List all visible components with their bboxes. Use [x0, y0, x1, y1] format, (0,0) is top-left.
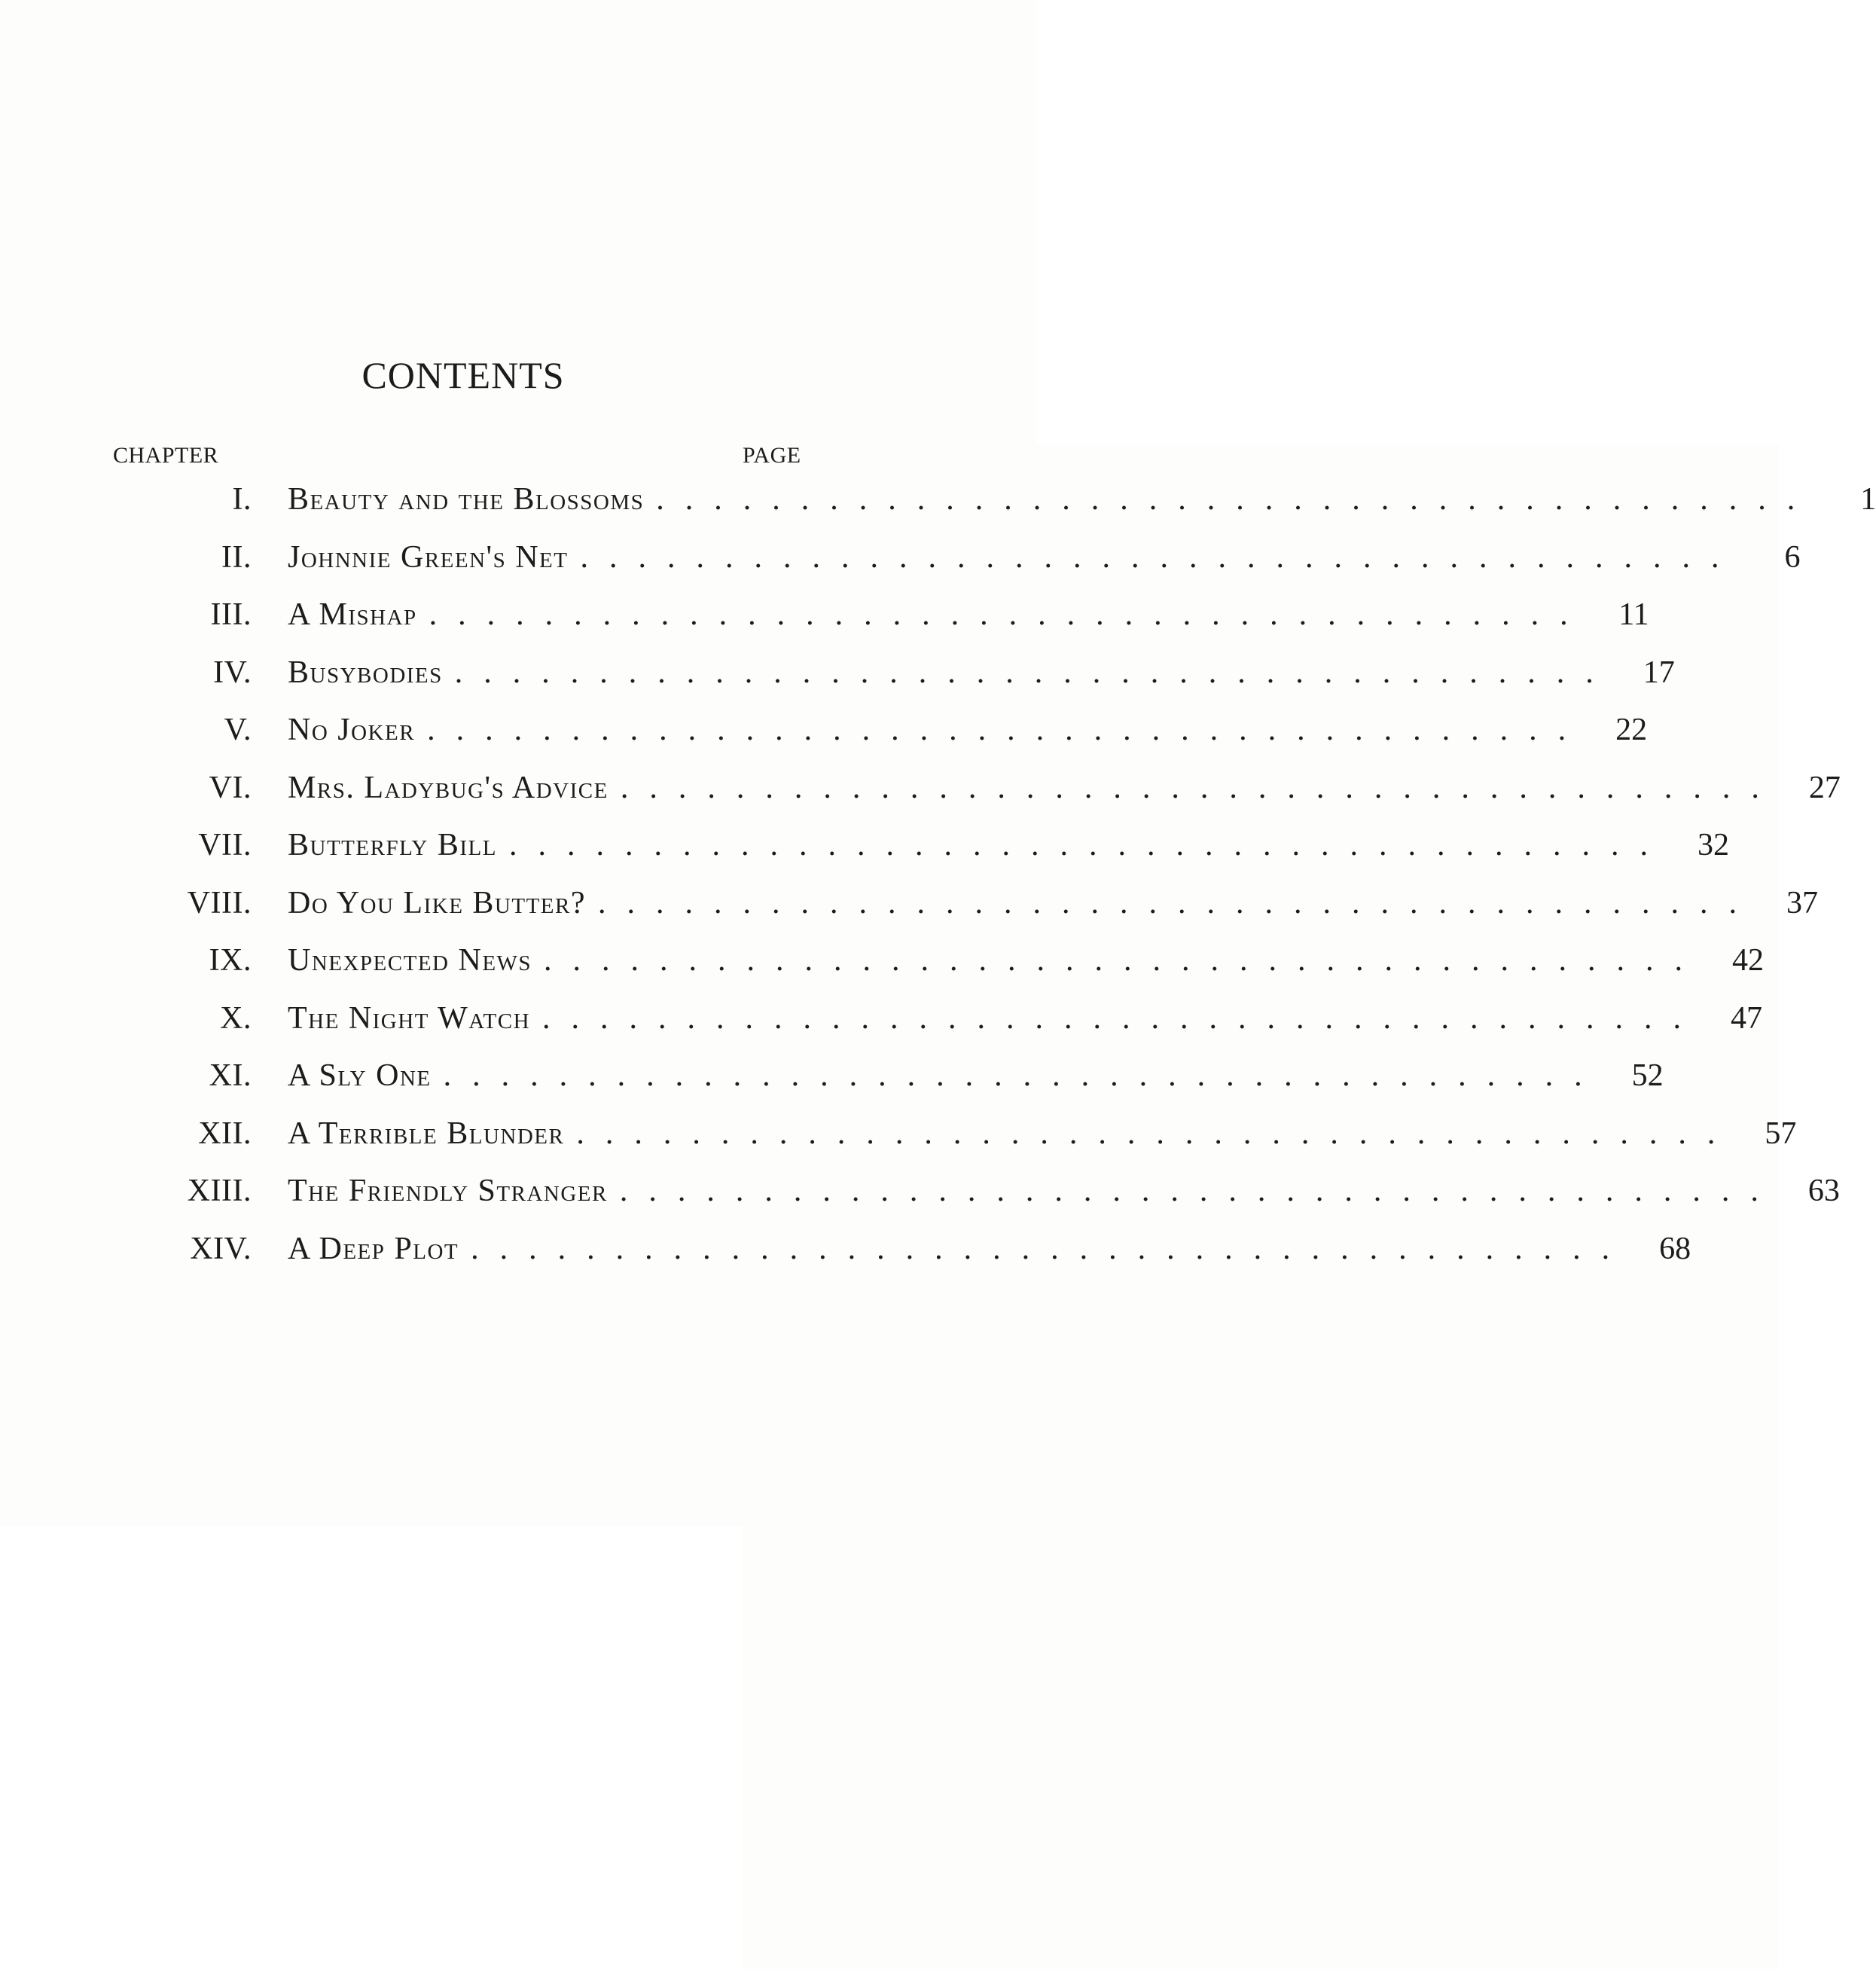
- chapter-numeral: III.: [210, 597, 252, 632]
- page-number: 63: [1807, 1174, 1840, 1208]
- dot-leader: ........................................: [656, 482, 1817, 517]
- dot-leader: ........................................: [429, 597, 1589, 632]
- chapter-title: Johnnie Green's Net: [288, 539, 569, 575]
- table-of-contents: [113, 475, 1876, 1281]
- chapter-numeral: X.: [220, 1000, 252, 1036]
- chapter-numeral: VIII.: [187, 885, 252, 920]
- dot-leader: ........................................: [620, 770, 1780, 805]
- chapter-title: No Joker: [288, 713, 416, 747]
- dot-leader: ........................................: [580, 539, 1740, 575]
- page-number: 17: [1643, 655, 1675, 690]
- page-number: 52: [1631, 1058, 1664, 1093]
- page-number: 57: [1765, 1116, 1797, 1151]
- toc-entry[interactable]: [113, 475, 1876, 533]
- chapter-title: The Friendly Stranger: [288, 1174, 608, 1208]
- chapter-title: A Mishap: [288, 597, 417, 632]
- page-number: 1: [1860, 482, 1876, 517]
- page-number: 27: [1808, 770, 1841, 805]
- chapter-numeral: I.: [232, 482, 252, 517]
- page-number: 32: [1697, 828, 1729, 862]
- page-number: 6: [1784, 539, 1801, 575]
- chapter-column-header: CHAPTER: [113, 443, 219, 468]
- page-number: 68: [1659, 1231, 1691, 1266]
- chapter-numeral: XIV.: [190, 1231, 252, 1266]
- dot-leader: ........................................: [598, 885, 1758, 920]
- chapter-title: Do You Like Butter?: [288, 885, 586, 920]
- page-number: 22: [1615, 713, 1648, 747]
- toc-entry[interactable]: [113, 1109, 1797, 1167]
- toc-entry[interactable]: [113, 878, 1818, 936]
- chapter-numeral: VI.: [209, 770, 252, 805]
- chapter-title: Busybodies: [288, 655, 443, 690]
- chapter-numeral: VII.: [198, 828, 252, 862]
- page-column-header: PAGE: [743, 443, 1779, 1969]
- page-title: CONTENTS: [361, 354, 565, 396]
- toc-entry[interactable]: [113, 533, 1801, 591]
- chapter-title: Unexpected News: [288, 943, 532, 978]
- chapter-title: A Deep Plot: [288, 1231, 459, 1266]
- toc-entry[interactable]: [113, 936, 1765, 994]
- toc-entry[interactable]: [113, 590, 1649, 648]
- toc-entry[interactable]: [113, 994, 1763, 1052]
- toc-entry[interactable]: [113, 705, 1648, 763]
- dot-leader: ........................................: [471, 1231, 1631, 1266]
- dot-leader: ........................................: [454, 655, 1615, 690]
- chapter-title: A Terrible Blunder: [288, 1116, 565, 1151]
- chapter-title: Beauty and the Blossoms: [288, 482, 645, 517]
- toc-entry[interactable]: [113, 1051, 1664, 1109]
- chapter-numeral: XII.: [198, 1116, 252, 1151]
- dot-leader: ........................................: [508, 828, 1669, 862]
- chapter-numeral: II.: [221, 539, 252, 575]
- toc-entry[interactable]: [113, 763, 1841, 821]
- chapter-numeral: XIII.: [187, 1174, 252, 1208]
- chapter-numeral: IX.: [209, 943, 252, 978]
- toc-entry[interactable]: [113, 1166, 1840, 1224]
- dot-leader: ........................................: [619, 1174, 1780, 1208]
- chapter-numeral: V.: [224, 713, 252, 747]
- dot-leader: ........................................: [427, 713, 1588, 747]
- dot-leader: ........................................: [443, 1058, 1603, 1093]
- page-number: 11: [1618, 597, 1649, 632]
- chapter-title: A Sly One: [288, 1058, 432, 1093]
- page-number: 37: [1786, 885, 1818, 920]
- chapter-numeral: IV.: [213, 655, 252, 690]
- toc-entry[interactable]: [113, 648, 1675, 706]
- dot-leader: ........................................: [544, 943, 1704, 978]
- chapter-numeral: XI.: [209, 1058, 252, 1093]
- toc-entry[interactable]: [113, 1224, 1691, 1282]
- page-number: 47: [1731, 1000, 1763, 1036]
- dot-leader: ........................................: [576, 1116, 1737, 1151]
- chapter-title: Mrs. Ladybug's Advice: [288, 770, 609, 805]
- chapter-title: The Night Watch: [288, 1000, 531, 1036]
- chapter-title: Butterfly Bill: [288, 828, 497, 862]
- dot-leader: ........................................: [542, 1000, 1703, 1036]
- toc-entry[interactable]: [113, 820, 1729, 878]
- page-number: 42: [1732, 943, 1765, 978]
